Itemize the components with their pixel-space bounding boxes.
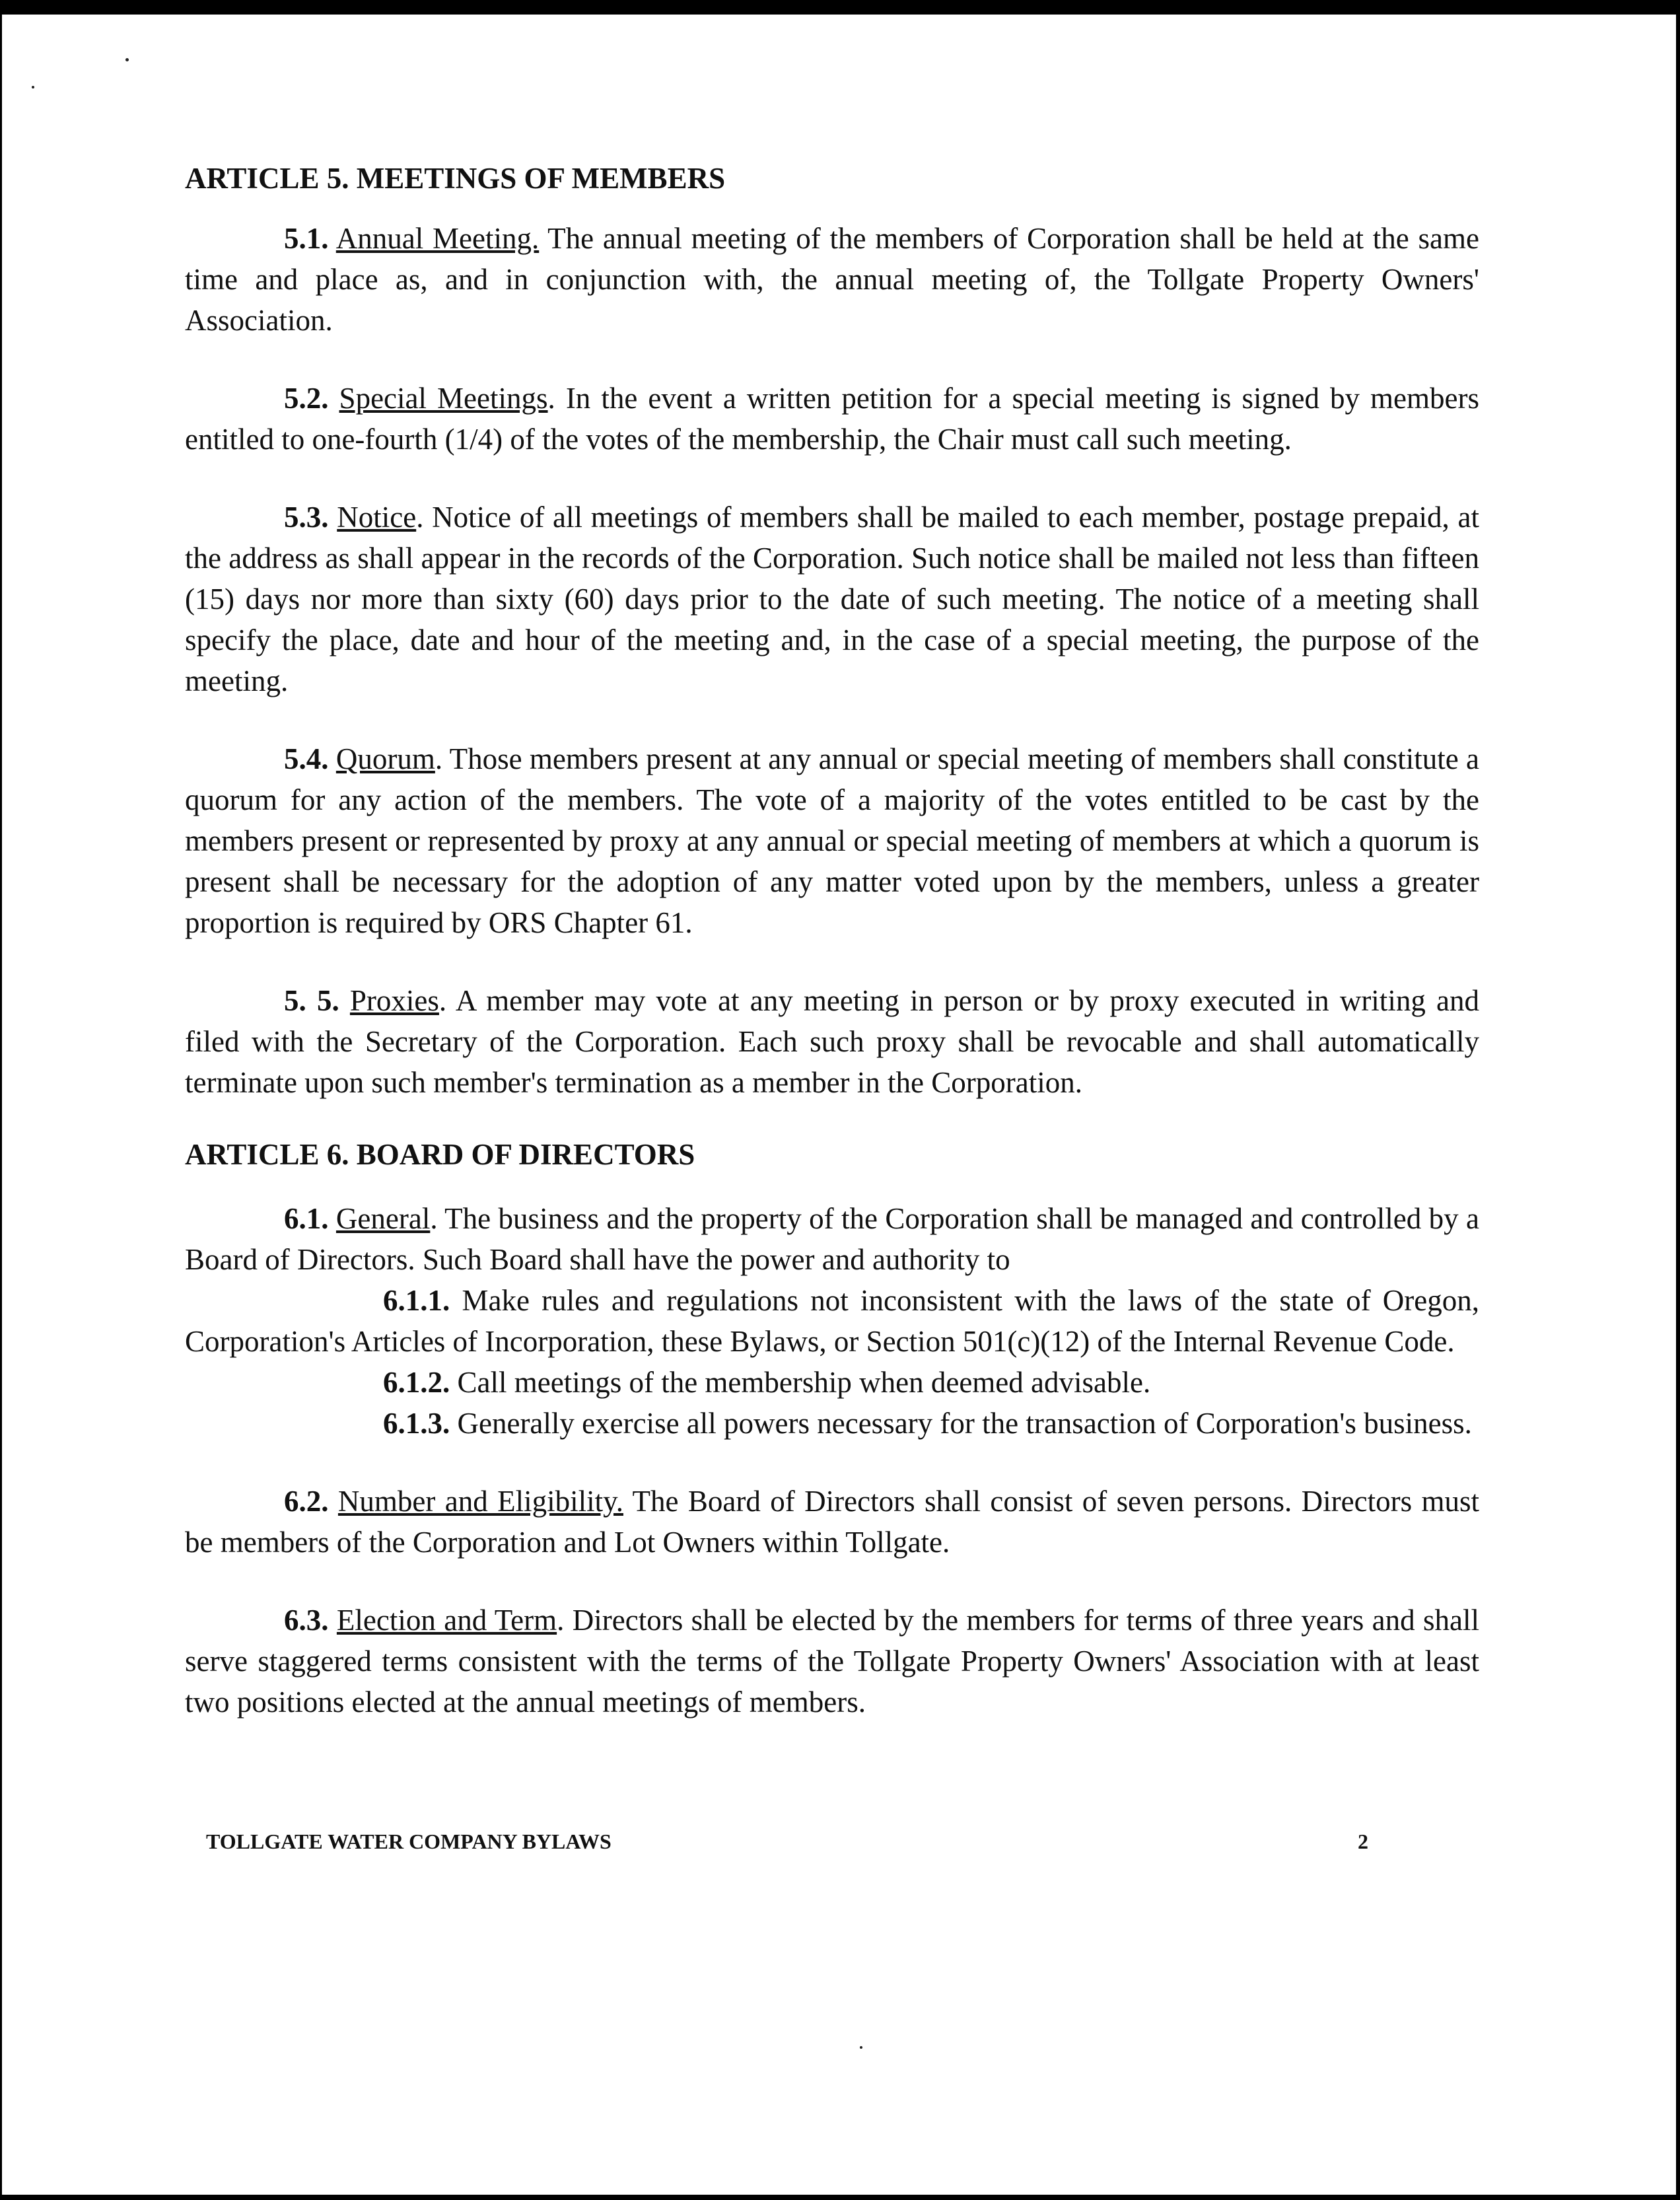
section-title: Election and Term <box>336 1604 557 1637</box>
section-6-2 <box>185 1481 1479 1563</box>
scan-bottom-border <box>0 2195 1680 2200</box>
section-text: The annual meeting of the members of Corporation shall be held at the same time and place as, and in conjunction with, the annual meeting of, the Tollgate Property Owners' Association. <box>185 222 1479 337</box>
article-5-heading: ARTICLE 5. MEETINGS OF MEMBERS <box>185 162 726 195</box>
section-5-4 <box>185 738 1479 943</box>
section-text: Make rules and regulations not inconsistent with the laws of the state of Oregon, Corporation's Articles of Incorporation, these Bylaws, or Section 501(c)(12) of the Internal Revenue Code. <box>185 1284 1479 1358</box>
section-number: 6.1.2. <box>383 1366 450 1399</box>
section-text: . Notice of all meetings of members shall be mailed to each member, postage prepaid, at the address as shall appear in the records of the Corporation. Such notice shall be mailed not less than fifteen (15) days nor more than sixty (60) days prior to the date of such meeting. The notice of a meeting shall specify the place, date and hour of the meeting and, in the case of a special meeting, the purpose of the meeting. <box>185 501 1480 697</box>
scan-speck <box>32 86 34 89</box>
section-text: . A member may vote at any meeting in person or by proxy executed in writing and filed with the Secretary of the Corporation. Each such proxy shall be revocable and shall automatically terminate upon such member's termination as a member in the Corporation. <box>185 984 1479 1099</box>
section-number: 6.1. <box>284 1202 329 1235</box>
section-number: 6.1.1. <box>383 1284 450 1317</box>
scan-right-border <box>1676 0 1680 2200</box>
section-number: 5.4. <box>284 742 329 775</box>
section-text: . In the event a written petition for a special meeting is signed by members entitled to one-fourth (1/4) of the votes of the membership, the Chair must call such meeting. <box>185 382 1479 456</box>
section-6-1 <box>185 1198 1479 1280</box>
section-number: 5.3. <box>284 501 329 534</box>
section-5-3 <box>185 497 1479 701</box>
section-text: Generally exercise all powers necessary for the transaction of Corporation's business. <box>450 1407 1472 1440</box>
section-6-1-1 <box>185 1280 1479 1362</box>
section-5-2 <box>185 378 1479 460</box>
section-number: 5.1. <box>284 222 329 255</box>
section-title: Proxies <box>349 984 439 1017</box>
section-5-1 <box>185 218 1479 341</box>
section-6-1-2 <box>185 1362 1479 1403</box>
section-number: 6.2. <box>284 1485 329 1518</box>
section-title: Quorum <box>335 742 435 775</box>
section-title: Notice <box>337 501 417 534</box>
scan-top-border <box>0 0 1680 15</box>
section-6-1-3 <box>185 1403 1479 1444</box>
section-title: Annual Meeting. <box>335 222 540 255</box>
section-text: . The business and the property of the Corporation shall be managed and controlled by a Board of Directors. Such Board shall have the power and authority to <box>185 1202 1480 1276</box>
section-5-5 <box>185 980 1479 1103</box>
document-page <box>185 159 1479 1722</box>
scan-speck <box>125 58 129 61</box>
section-number: 5.2. <box>284 382 329 415</box>
section-title: General <box>335 1202 431 1235</box>
section-6-3 <box>185 1600 1479 1722</box>
section-number: 6.3. <box>284 1604 329 1637</box>
scan-speck <box>860 2046 862 2049</box>
section-text: Call meetings of the membership when deemed advisable. <box>450 1366 1151 1399</box>
section-title: Special Meetings <box>339 382 548 415</box>
scan-left-border <box>0 0 2 2200</box>
section-text: . Those members present at any annual or special meeting of members shall constitute a quorum for any action of the members. The vote of a majority of the votes entitled to be cast by the members present or represented by proxy at any annual or special meeting of members at which a quorum is present shall be necessary for the adoption of any matter voted upon by the members, unless a greater proportion is required by ORS Chapter 61. <box>185 742 1479 939</box>
section-text: The Board of Directors shall consist of seven persons. Directors must be members of the Corporation and Lot Owners within Tollgate. <box>185 1485 1480 1559</box>
page-footer <box>206 1829 1368 1854</box>
page-number: 2 <box>1358 1829 1368 1853</box>
section-text: . Directors shall be elected by the members for terms of three years and shall serve staggered terms consistent with the terms of the Tollgate Property Owners' Association with at least two positions elected at the annual meetings of members. <box>185 1604 1479 1719</box>
article-6-heading: ARTICLE 6. BOARD OF DIRECTORS <box>185 1138 695 1171</box>
section-title: Number and Eligibility. <box>337 1485 623 1518</box>
footer-title: TOLLGATE WATER COMPANY BYLAWS <box>206 1829 612 1853</box>
section-number: 5. 5. <box>284 984 339 1017</box>
section-number: 6.1.3. <box>383 1407 450 1440</box>
